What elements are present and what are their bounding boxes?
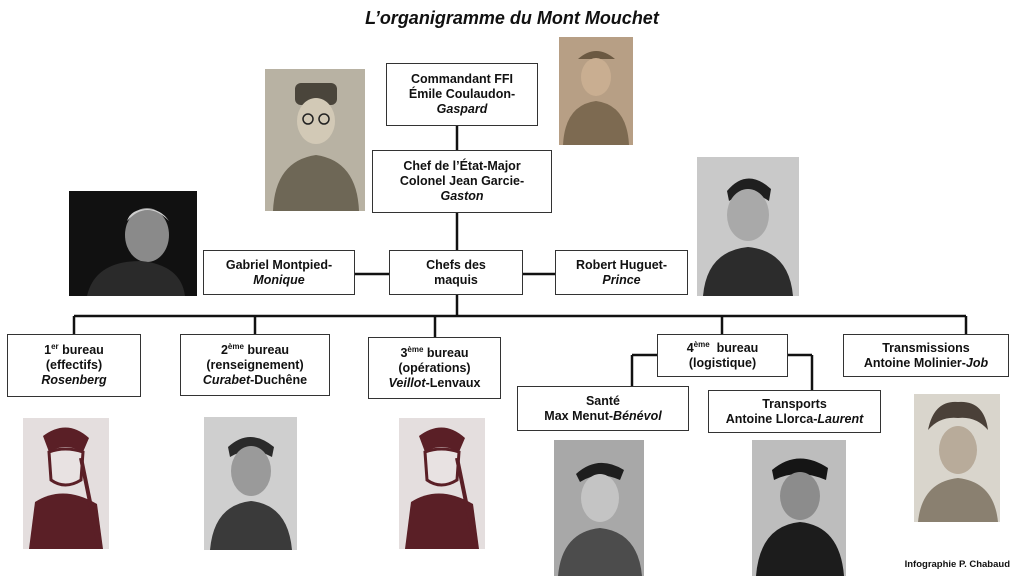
node-bureau4-word: bureau <box>709 340 759 355</box>
node-bureau-3 <box>368 337 501 399</box>
node-bureau1-alias: Rosenberg <box>41 373 107 387</box>
node-bureau3-line2: (opérations) <box>398 360 471 375</box>
node-sante <box>517 386 689 431</box>
resistant-illustration-1 <box>23 418 109 549</box>
node-bureau2-sup: ème <box>227 341 244 351</box>
node-bureau2-heading <box>221 343 289 358</box>
portrait-photo-prince <box>697 157 799 296</box>
infographic-credit: Infographie P. Chabaud <box>904 559 1010 570</box>
resistant-illustration-3 <box>399 418 485 549</box>
node-bureau3-num: 3 <box>400 345 408 360</box>
portrait-photo-benevol <box>554 440 644 576</box>
node-transports-line2 <box>726 412 864 427</box>
node-commandant-line1: Commandant FFI <box>410 72 514 86</box>
node-transports-alias: Laurent <box>817 411 864 426</box>
node-chef-line1: Chef de l’État-Major <box>403 159 521 173</box>
portrait-photo-gaspard <box>559 37 633 145</box>
node-transports-line1: Transports <box>762 396 827 411</box>
node-huguet <box>555 250 688 295</box>
node-bureau2-line3 <box>203 373 307 388</box>
portrait-photo-laurent <box>752 440 846 576</box>
node-bureau4-heading <box>687 341 759 356</box>
node-bureau4-sup: ème <box>693 339 710 349</box>
node-chefs-maquis <box>389 250 523 295</box>
node-bureau3-heading <box>400 346 468 361</box>
node-chef-etat-major <box>372 150 552 213</box>
node-montpied-line1: Gabriel Montpied- <box>225 257 333 272</box>
node-bureau3-sup: ème <box>407 344 424 354</box>
node-chef-line2: Colonel Jean Garcie- <box>399 174 525 188</box>
node-bureau2-name: -Duchêne <box>250 372 308 387</box>
node-commandant <box>386 63 538 126</box>
node-transmissions-alias: Job <box>965 355 989 370</box>
node-sante-name: Max Menut- <box>544 408 614 423</box>
node-commandant-alias: Gaspard <box>436 102 488 116</box>
node-bureau-4 <box>657 334 788 377</box>
node-transports-name: Antoine Llorca- <box>725 411 818 426</box>
node-maquis-line2: maquis <box>434 272 478 287</box>
node-bureau2-alias: Curabet <box>202 372 251 387</box>
node-bureau3-name: -Lenvaux <box>425 375 481 390</box>
node-bureau4-num: 4 <box>686 340 694 355</box>
node-sante-alias: Bénévol <box>613 408 662 423</box>
node-transmissions-name: Antoine Molinier- <box>863 355 966 370</box>
node-transmissions <box>843 334 1009 377</box>
portrait-photo-monique <box>69 191 197 296</box>
node-bureau1-heading <box>44 343 104 358</box>
portrait-photo-job <box>914 394 1000 522</box>
node-bureau-1 <box>7 334 141 397</box>
node-bureau2-line2: (renseignement) <box>206 357 304 372</box>
node-bureau-2 <box>180 334 330 396</box>
node-bureau1-word: bureau <box>58 343 104 357</box>
node-sante-line1: Santé <box>585 393 621 408</box>
portrait-photo-duchene <box>204 417 297 550</box>
node-bureau3-line3 <box>389 376 481 391</box>
node-commandant-line2: Émile Coulaudon- <box>408 87 516 101</box>
node-montpied-alias: Monique <box>253 272 305 287</box>
node-bureau2-word: bureau <box>243 342 290 357</box>
node-transmissions-line1: Transmissions <box>882 340 970 355</box>
node-bureau1-line2: (effectifs) <box>45 358 103 372</box>
node-bureau3-alias: Veillot <box>388 375 426 390</box>
node-huguet-line1: Robert Huguet- <box>576 257 667 272</box>
node-montpied <box>203 250 355 295</box>
node-transports <box>708 390 881 433</box>
node-bureau3-word: bureau <box>423 345 469 360</box>
node-transmissions-line2 <box>864 356 988 371</box>
node-bureau1-num: 1 <box>44 343 52 357</box>
node-chef-alias: Gaston <box>440 189 484 203</box>
node-bureau2-num: 2 <box>220 342 228 357</box>
portrait-photo-gaston <box>265 69 365 211</box>
node-maquis-line1: Chefs des <box>426 257 486 272</box>
node-sante-line2 <box>544 409 661 424</box>
diagram-title: L’organigramme du Mont Mouchet <box>365 8 659 28</box>
node-bureau4-line2: (logistique) <box>688 355 757 370</box>
node-bureau1-sup: er <box>51 341 59 351</box>
node-huguet-alias: Prince <box>602 272 641 287</box>
